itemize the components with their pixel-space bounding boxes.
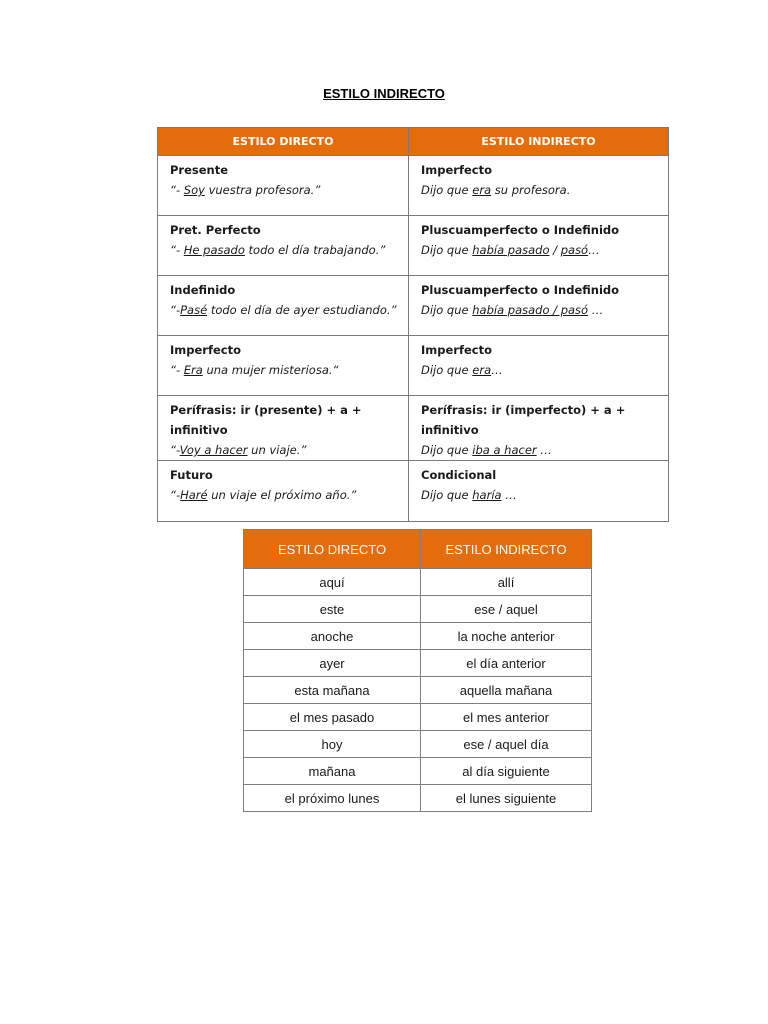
highlighted-verb: Soy [183, 183, 205, 197]
indirect-expression: ese / aquel [421, 596, 592, 623]
direct-expression: este [244, 596, 421, 623]
direct-example [170, 180, 408, 200]
direct-example [170, 240, 408, 260]
table-row [244, 623, 592, 650]
table-row [158, 461, 669, 522]
example-text: … [588, 303, 604, 317]
example-text: Dijo que [421, 443, 473, 457]
header-indirect: ESTILO INDIRECTO [421, 530, 592, 569]
table-row [158, 336, 669, 396]
table-row [244, 569, 592, 596]
indirect-cell [409, 216, 669, 276]
indirect-expression: al día siguiente [421, 758, 592, 785]
highlighted-verb: haría [472, 488, 502, 502]
table-row [158, 396, 669, 461]
example-text: Dijo que [421, 183, 473, 197]
highlighted-verb: Haré [180, 488, 208, 502]
direct-tense-label: Perífrasis: ir (presente) + a + infinitivo [170, 403, 362, 437]
table-row [158, 276, 669, 336]
example-text: “- [170, 443, 180, 457]
table-row [244, 704, 592, 731]
indirect-cell [409, 461, 669, 522]
verb-tense-table [157, 127, 669, 522]
example-text: Dijo que [421, 303, 473, 317]
highlighted-verb: era [472, 183, 492, 197]
indirect-tense-label: Pluscuamperfecto o Indefinido [421, 223, 620, 237]
indirect-expression: ese / aquel día [421, 731, 592, 758]
indirect-example [421, 360, 668, 380]
direct-cell [158, 396, 409, 461]
example-text: … [588, 243, 600, 257]
direct-expression: hoy [244, 731, 421, 758]
example-text: Dijo que [421, 243, 473, 257]
table-row [244, 758, 592, 785]
example-text: … [501, 488, 517, 502]
indirect-cell [409, 336, 669, 396]
indirect-tense-label: Perífrasis: ir (imperfecto) + a + infinitivo [421, 403, 626, 437]
direct-expression: mañana [244, 758, 421, 785]
indirect-example [421, 240, 668, 260]
header-direct: ESTILO DIRECTO [158, 128, 409, 156]
example-text: “- [170, 363, 184, 377]
direct-tense-label: Futuro [170, 468, 213, 482]
highlighted-verb: Era [183, 363, 203, 377]
direct-expression: aquí [244, 569, 421, 596]
example-text: un viaje.” [247, 443, 307, 457]
time-expressions-table [243, 529, 592, 812]
direct-tense-label: Pret. Perfecto [170, 223, 261, 237]
indirect-example [421, 440, 668, 460]
direct-expression: el próximo lunes [244, 785, 421, 812]
highlighted-verb: pasó [560, 243, 589, 257]
example-text: todo el día de ayer estudiando.” [207, 303, 397, 317]
indirect-tense-label: Condicional [421, 468, 497, 482]
direct-tense-label: Imperfecto [170, 343, 241, 357]
indirect-expression: el día anterior [421, 650, 592, 677]
example-text: un viaje el próximo año.” [207, 488, 357, 502]
time-expressions-table-header [244, 530, 592, 569]
indirect-expression: el lunes siguiente [421, 785, 592, 812]
example-text: “- [170, 183, 184, 197]
highlighted-verb: iba a hacer [472, 443, 537, 457]
indirect-example [421, 300, 668, 320]
direct-cell [158, 461, 409, 522]
indirect-expression: el mes anterior [421, 704, 592, 731]
highlighted-verb: Voy a hacer [179, 443, 248, 457]
table-row [244, 677, 592, 704]
direct-tense-label: Indefinido [170, 283, 236, 297]
direct-example [170, 440, 408, 460]
example-text: una mujer misteriosa.“ [202, 363, 339, 377]
direct-expression: el mes pasado [244, 704, 421, 731]
indirect-cell [409, 156, 669, 216]
verb-tense-table-header [158, 128, 669, 156]
indirect-expression: la noche anterior [421, 623, 592, 650]
direct-tense-label: Presente [170, 163, 229, 177]
indirect-tense-label: Imperfecto [421, 343, 492, 357]
table-row [244, 785, 592, 812]
header-direct: ESTILO DIRECTO [244, 530, 421, 569]
direct-cell [158, 216, 409, 276]
direct-expression: esta mañana [244, 677, 421, 704]
table-row [244, 650, 592, 677]
direct-example [170, 485, 408, 505]
example-text: … [536, 443, 552, 457]
indirect-expression: aquella mañana [421, 677, 592, 704]
indirect-example [421, 485, 668, 505]
direct-cell [158, 276, 409, 336]
direct-example [170, 360, 408, 380]
direct-expression: ayer [244, 650, 421, 677]
example-text: / [549, 243, 561, 257]
highlighted-verb: había pasado / pasó [472, 303, 589, 317]
table-row [158, 156, 669, 216]
indirect-cell [409, 276, 669, 336]
example-text: todo el día trabajando.” [244, 243, 386, 257]
example-text: vuestra profesora.” [204, 183, 321, 197]
table-row [244, 596, 592, 623]
header-indirect: ESTILO INDIRECTO [409, 128, 669, 156]
direct-expression: anoche [244, 623, 421, 650]
example-text: “- [170, 303, 181, 317]
indirect-example [421, 180, 668, 200]
table-row [244, 731, 592, 758]
highlighted-verb: He pasado [183, 243, 245, 257]
example-text: “- [170, 488, 181, 502]
indirect-tense-label: Imperfecto [421, 163, 492, 177]
example-text: Dijo que [421, 363, 473, 377]
highlighted-verb: era [472, 363, 492, 377]
highlighted-verb: había pasado [472, 243, 550, 257]
example-text: … [491, 363, 503, 377]
indirect-tense-label: Pluscuamperfecto o Indefinido [421, 283, 620, 297]
direct-example [170, 300, 408, 320]
example-text: Dijo que [421, 488, 473, 502]
indirect-expression: allí [421, 569, 592, 596]
direct-cell [158, 156, 409, 216]
page-title: ESTILO INDIRECTO [323, 86, 445, 101]
table-row [158, 216, 669, 276]
indirect-cell [409, 396, 669, 461]
direct-cell [158, 336, 409, 396]
highlighted-verb: Pasé [180, 303, 208, 317]
example-text: su profesora. [491, 183, 571, 197]
example-text: “- [170, 243, 184, 257]
